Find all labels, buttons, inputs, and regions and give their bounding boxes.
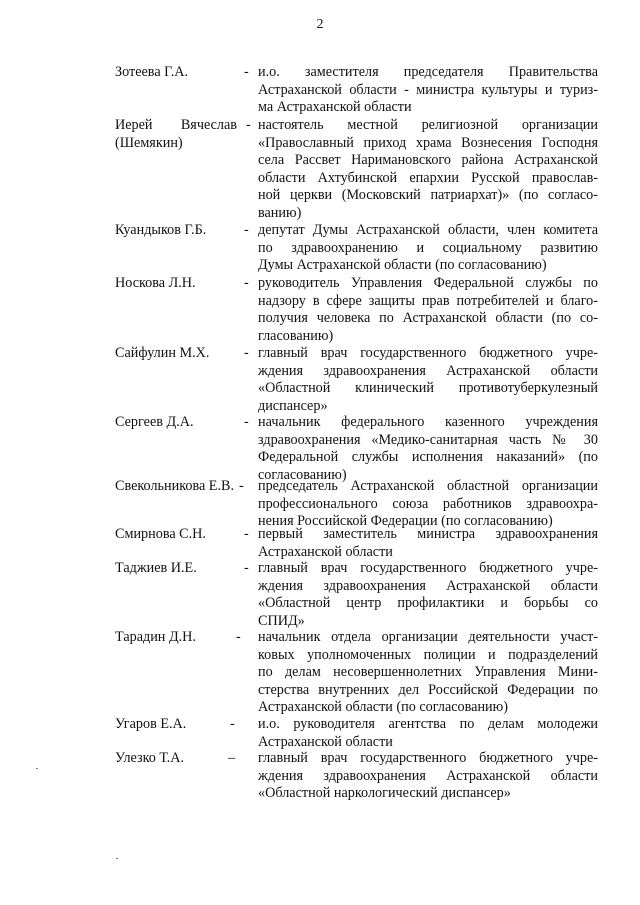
separator-dash: – bbox=[228, 750, 236, 766]
member-name bbox=[115, 117, 237, 152]
position-line: главный врач государственного бюджетного учре- bbox=[258, 750, 598, 766]
member-name-line: Улезко Т.А. bbox=[115, 750, 184, 766]
position-line: Астраханской области bbox=[258, 543, 393, 560]
scan-speck bbox=[116, 858, 118, 859]
position-line: надзору в сфере защиты прав потребителей и благо- bbox=[258, 292, 598, 309]
member-name-line: (Шемякин) bbox=[115, 134, 183, 151]
position-line: ждения здравоохранения Астраханской области bbox=[258, 362, 598, 379]
position-line: начальник отдела организации деятельности участ- bbox=[258, 629, 598, 645]
member-name-line: Куандыков Г.Б. bbox=[115, 222, 207, 238]
member-name bbox=[115, 750, 184, 768]
member-position bbox=[258, 560, 598, 630]
position-line: депутат Думы Астраханской области, член комитета bbox=[258, 222, 598, 238]
member-name-line: Смирнова С.Н. bbox=[115, 526, 206, 542]
member-name-line: Зотеева Г.А. bbox=[115, 64, 189, 80]
member-name bbox=[115, 345, 209, 363]
member-name-line: Тарадин Д.Н. bbox=[115, 629, 196, 645]
position-line: Астраханской области - министра культуры и туриз- bbox=[258, 81, 598, 98]
position-line: начальник федерального казенного учреждения bbox=[258, 414, 598, 430]
member-name-line: Таджиев И.Е. bbox=[115, 560, 197, 576]
position-line: председатель Астраханской областной организации bbox=[258, 478, 598, 494]
position-line: Думы Астраханской области (по согласованию) bbox=[258, 257, 547, 273]
position-line: области Ахтубинской епархии Русской православ- bbox=[258, 169, 598, 186]
position-line: ждения здравоохранения Астраханской области bbox=[258, 767, 598, 784]
position-line: главный врач государственного бюджетного учре- bbox=[258, 345, 598, 361]
member-name bbox=[115, 560, 197, 578]
position-line: настоятель местной религиозной организации bbox=[258, 117, 598, 133]
position-line: ма Астраханской области bbox=[258, 99, 412, 115]
position-line: получия человека по Астраханской области (по со- bbox=[258, 310, 598, 326]
separator-dash: - bbox=[244, 275, 249, 291]
position-line: здравоохранения «Медико-санитарная часть № 30 bbox=[258, 431, 598, 448]
position-line: нения Российской Федерации (по согласованию) bbox=[258, 513, 553, 529]
position-line: согласованию) bbox=[258, 466, 347, 483]
member-position bbox=[258, 222, 598, 275]
separator-dash: - bbox=[236, 629, 241, 645]
position-line: ковых уполномоченных полиции и подразделений bbox=[258, 646, 598, 663]
member-name-line: Свекольникова Е.В. bbox=[115, 478, 235, 494]
position-line: руководитель Управления Федеральной службы по bbox=[258, 275, 598, 291]
member-name bbox=[115, 64, 188, 82]
position-line: и.о. заместителя председателя Правительства bbox=[258, 64, 598, 80]
member-name-line: Носкова Л.Н. bbox=[115, 275, 196, 291]
position-line: профессионального союза работников здравоохра- bbox=[258, 495, 598, 512]
member-name-line: Угаров Е.А. bbox=[115, 716, 187, 732]
member-name bbox=[115, 414, 194, 432]
position-line: диспансер» bbox=[258, 397, 328, 414]
position-line: ной церкви (Московский патриархат)» (по согласо- bbox=[258, 187, 598, 203]
position-line: «Православный приход храма Вознесения Господня bbox=[258, 134, 598, 151]
member-name bbox=[115, 716, 186, 734]
member-position bbox=[258, 526, 598, 561]
separator-dash: - bbox=[244, 345, 249, 361]
separator-dash: - bbox=[244, 64, 249, 80]
separator-dash: - bbox=[230, 716, 235, 732]
member-name-line: Сайфулин М.Х. bbox=[115, 345, 210, 361]
position-line: по здравоохранению и социальному развитию bbox=[258, 239, 598, 256]
position-line: ванию) bbox=[258, 204, 302, 221]
member-name bbox=[115, 222, 206, 240]
separator-dash: - bbox=[244, 560, 249, 576]
member-position bbox=[258, 716, 598, 751]
position-line: Астраханской области bbox=[258, 733, 393, 750]
member-name bbox=[115, 275, 196, 293]
position-line: гласованию) bbox=[258, 327, 334, 344]
position-line: «Областной наркологический диспансер» bbox=[258, 785, 511, 801]
member-position bbox=[258, 629, 598, 717]
position-line: СПИД» bbox=[258, 612, 305, 629]
member-position bbox=[258, 275, 598, 345]
member-name bbox=[115, 478, 234, 496]
position-line: «Областной клинический противотуберкулезный bbox=[258, 380, 598, 396]
member-position bbox=[258, 414, 598, 484]
scan-speck bbox=[36, 768, 38, 769]
member-name-line: Сергеев Д.А. bbox=[115, 414, 194, 430]
separator-dash: - bbox=[244, 414, 249, 430]
page-number: 2 bbox=[316, 17, 324, 32]
position-line: Федеральной службы исполнения наказаний» (по bbox=[258, 449, 598, 465]
member-name-line: Иерей Вячеслав bbox=[115, 117, 237, 133]
member-position bbox=[258, 345, 598, 415]
member-position bbox=[258, 117, 598, 222]
position-line: села Рассвет Наримановского района Астраханской bbox=[258, 152, 598, 168]
member-position bbox=[258, 478, 598, 531]
separator-dash: - bbox=[244, 526, 249, 542]
member-name bbox=[115, 526, 206, 544]
position-line: первый заместитель министра здравоохранения bbox=[258, 526, 598, 542]
separator-dash: - bbox=[244, 222, 249, 238]
position-line: стерства внутренних дел Российской Федерации по bbox=[258, 681, 598, 698]
separator-dash: - bbox=[246, 117, 251, 133]
separator-dash: - bbox=[239, 478, 244, 494]
position-line: по делам несовершеннолетних Управления Мини- bbox=[258, 664, 598, 680]
member-position bbox=[258, 64, 598, 117]
position-line: ждения здравоохранения Астраханской области bbox=[258, 577, 598, 594]
position-line: главный врач государственного бюджетного учре- bbox=[258, 560, 598, 576]
member-name bbox=[115, 629, 196, 647]
member-position bbox=[258, 750, 598, 803]
position-line: «Областной центр профилактики и борьбы со bbox=[258, 595, 598, 611]
position-line: Астраханской области (по согласованию) bbox=[258, 699, 508, 715]
position-line: и.о. руководителя агентства по делам молодежи bbox=[258, 716, 598, 732]
